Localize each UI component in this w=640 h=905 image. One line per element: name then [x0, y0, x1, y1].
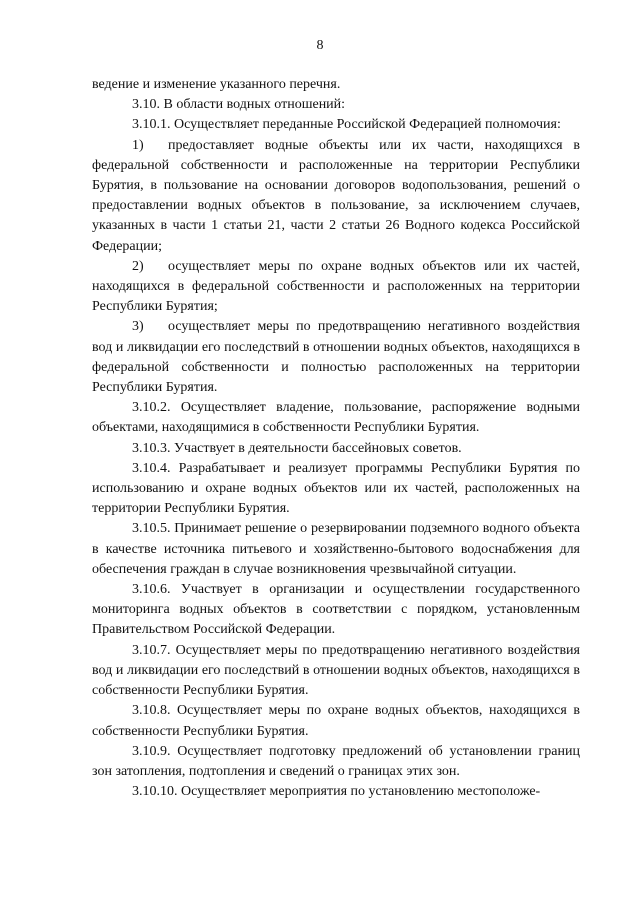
paragraph-3-10-5: 3.10.5. Принимает решение о резервировании подземного водного объекта в качестве источника питьевого и хозяйственно-бытового водоснабжения для обеспечения граждан в случае возникновения чрезвычайной ситуации.: [92, 521, 580, 577]
paragraph-3-10-8: 3.10.8. Осуществляет меры по охране водных объектов, находящихся в собственности Республики Бурятия.: [92, 703, 580, 739]
document-body: [92, 75, 580, 802]
list-item-2: [92, 257, 580, 318]
page-number: 8: [316, 38, 324, 53]
list-item-3: [92, 317, 580, 398]
list-item-text: предоставляет водные объекты или их части, находящихся в федеральной собственности и расположенные на территории Республики Бурятия, в пользование на основании договоров водопользования, решений о предоставлении водных объектов в пользование, за исключением случаев, указанных в части 1 статьи 21, части 2 статьи 26 Водного кодекса Российской Федерации;: [92, 137, 580, 254]
section-heading-3-10: 3.10. В области водных отношений:: [132, 97, 346, 113]
list-item-text: осуществляет меры по охране водных объектов или их частей, находящихся в федеральной собственности и расположенных на территории Республики Бурятия;: [92, 258, 580, 315]
list-item-1: [92, 136, 580, 257]
paragraph-3-10-10: 3.10.10. Осуществляет мероприятия по установлению местоположе-: [132, 784, 541, 800]
list-item-number: 3): [132, 319, 144, 335]
paragraph-3-10-6: 3.10.6. Участвует в организации и осуществлении государственного мониторинга водных объектов в соответствии с порядком, установленным Правительством Российской Федерации.: [92, 582, 580, 638]
list-item-number: 2): [132, 258, 144, 274]
paragraph-3-10-1: 3.10.1. Осуществляет переданные Российской Федерацией полномочия:: [132, 117, 561, 133]
paragraph-3-10-7: 3.10.7. Осуществляет меры по предотвращению негативного воздействия вод и ликвидации его последствий в отношении водных объектов, находящихся в собственности Республики Бурятия.: [92, 642, 580, 699]
list-item-text: осуществляет меры по предотвращению негативного воздействия вод и ликвидации его последствий в отношении водных объектов, находящихся в федеральной собственности и полностью расположенных на территории Республики Бурятия.: [92, 319, 580, 396]
paragraph-3-10-2: 3.10.2. Осуществляет владение, пользование, распоряжение водными объектами, находящимися в собственности Республики Бурятия.: [92, 400, 580, 436]
paragraph-3-10-4: 3.10.4. Разрабатывает и реализует программы Республики Бурятия по использованию и охране водных объектов или их частей, расположенных на территории Республики Бурятия.: [92, 460, 580, 517]
paragraph-3-10-9: 3.10.9. Осуществляет подготовку предложений об установлении границ зон затопления, подтопления и сведений о границах этих зон.: [92, 743, 580, 779]
paragraph-continuation: ведение и изменение указанного перечня.: [92, 77, 341, 92]
paragraph-3-10-3: 3.10.3. Участвует в деятельности бассейновых советов.: [132, 440, 462, 456]
list-item-number: 1): [132, 137, 144, 153]
